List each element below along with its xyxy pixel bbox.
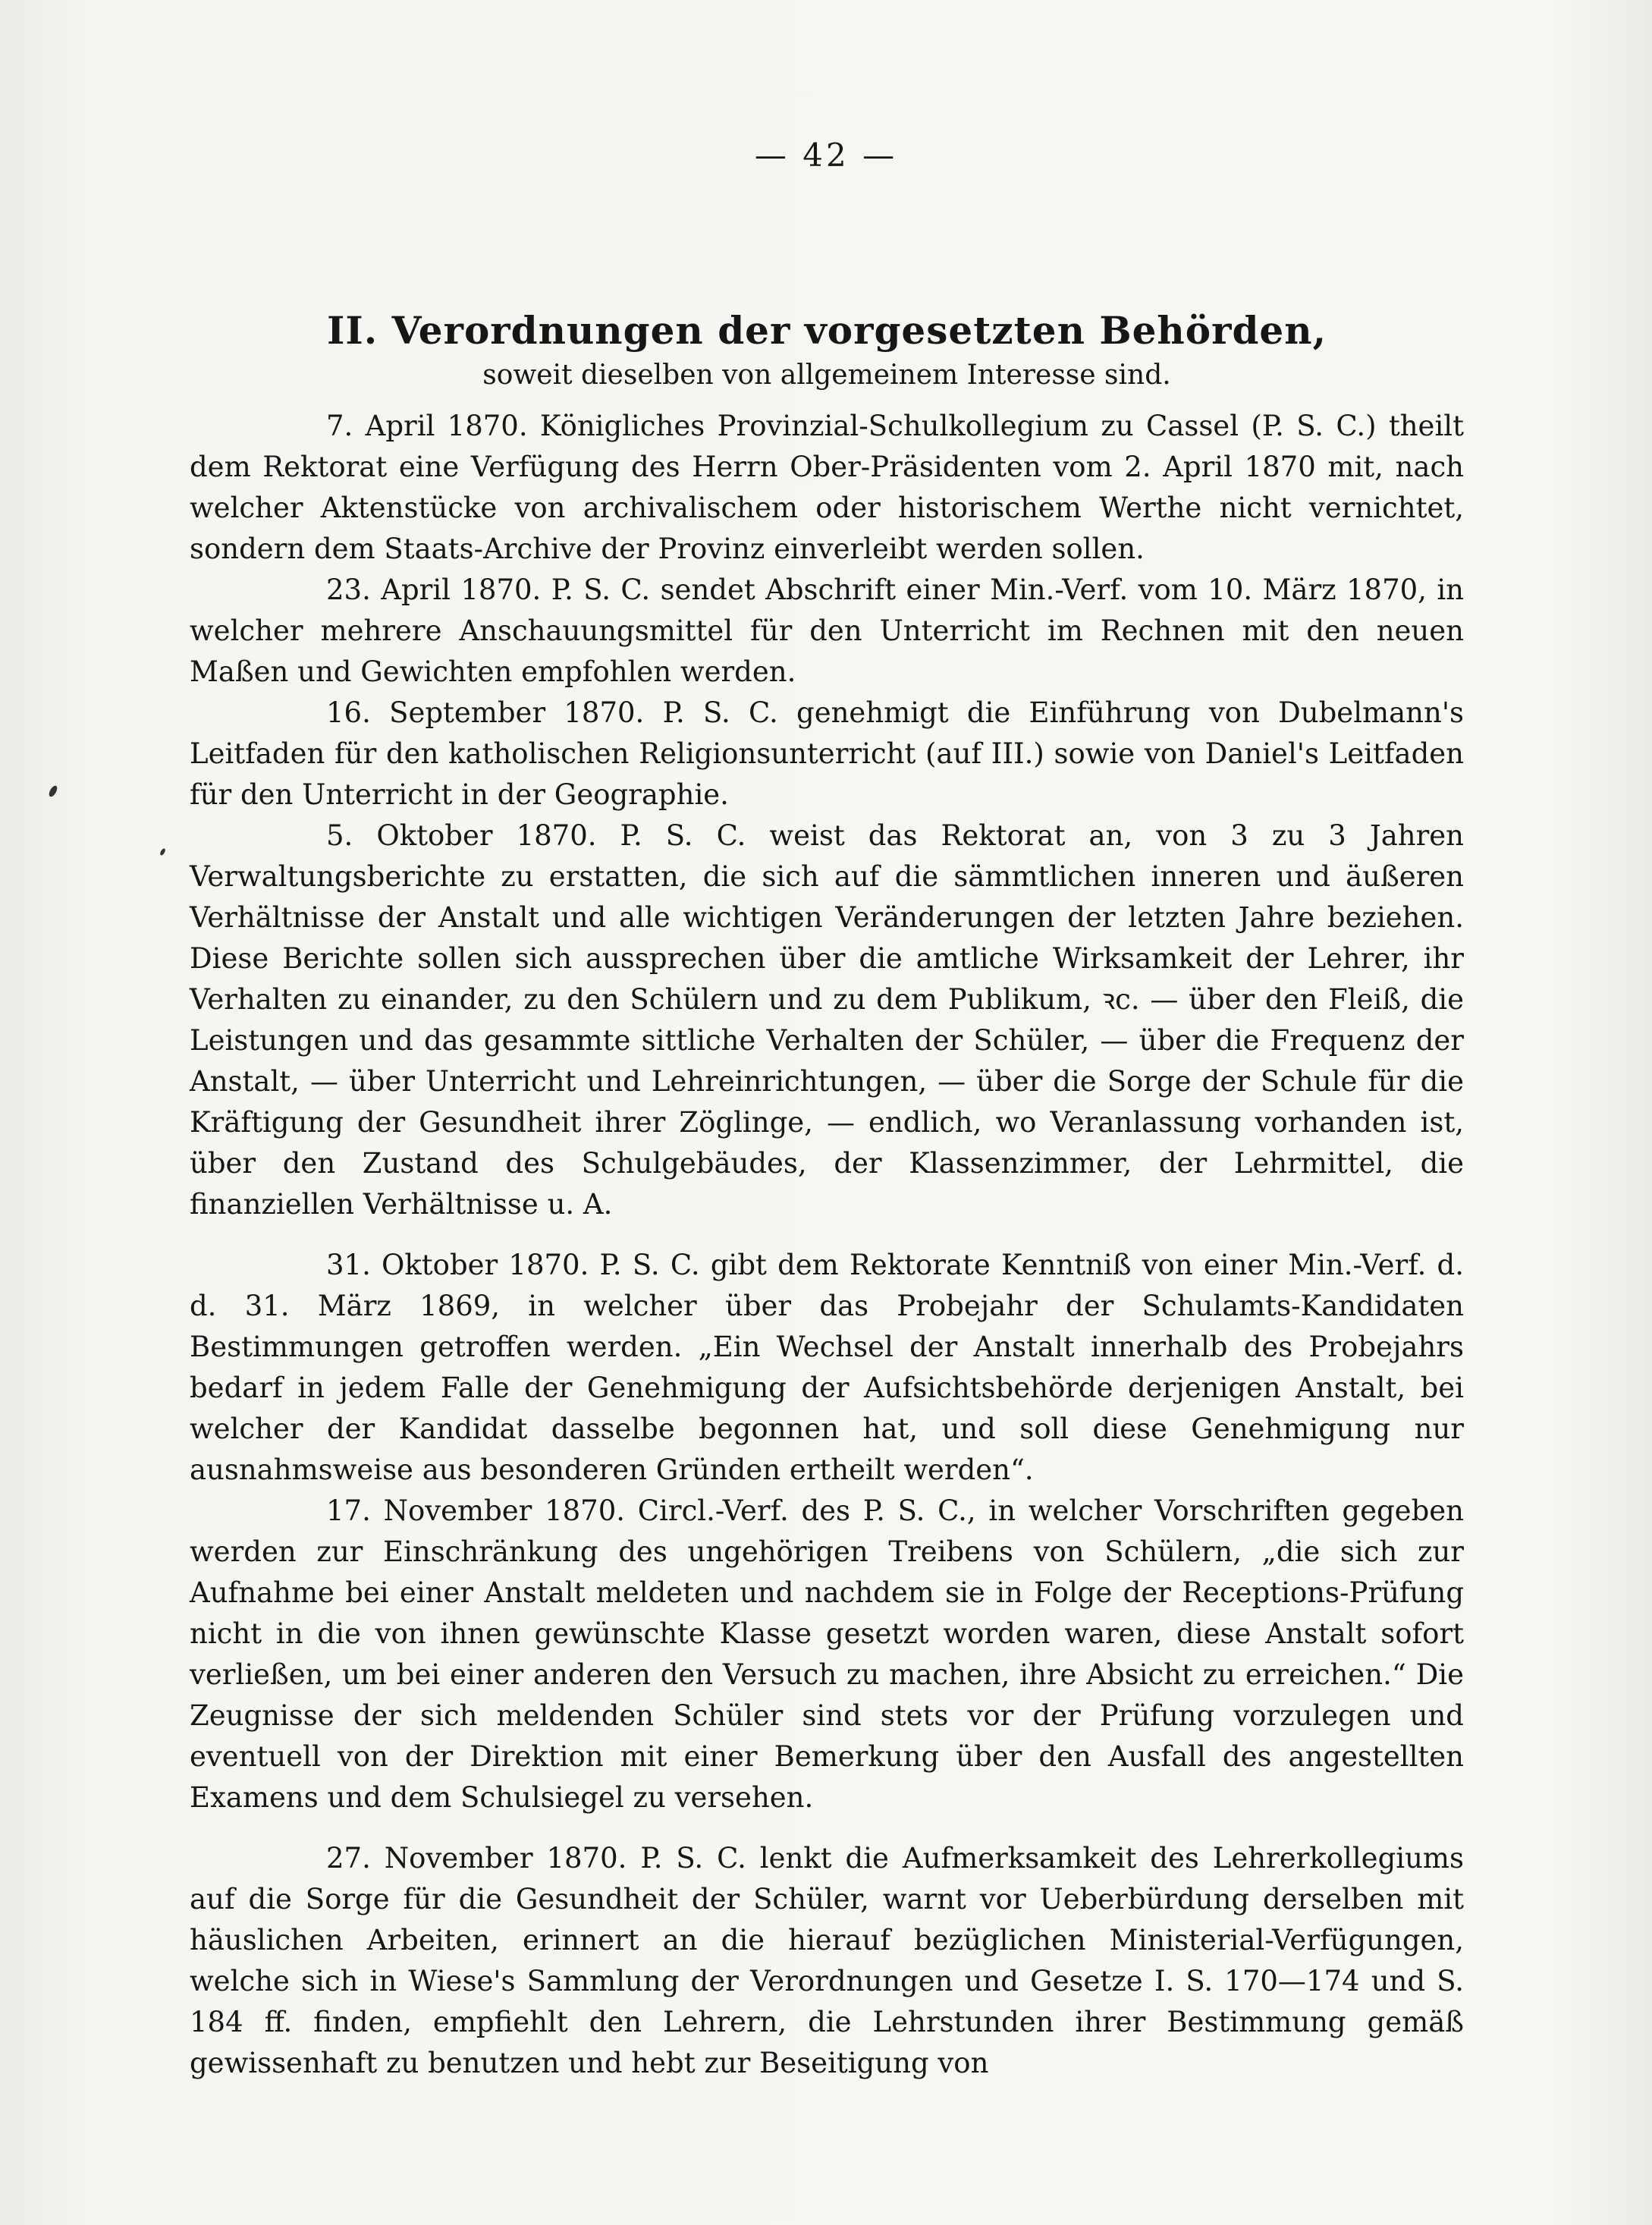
ink-speck [159,847,166,856]
section-heading: II. Verordnungen der vorgesetzten Behörden, [327,308,1327,353]
entry-1870-04-23: 23. April 1870. P. S. C. sendet Abschrift einer Min.-Verf. vom 10. März 1870, in welcher mehrere Anschauungsmittel für den Unterricht im Rechnen mit den neuen Maßen und Gewichten empfohlen werden. [190,574,1464,688]
entry-1870-09-16: 16. September 1870. P. S. C. genehmigt die Einführung von Dubelmann's Leitfaden für den katholischen Religionsunterricht (auf III.) sowie von Daniel's Leitfaden für den Unterricht in der Geographie. [190,696,1464,811]
page-body [190,307,1464,2084]
entry-1870-04-07: 7. April 1870. Königliches Provinzial-Schulkollegium zu Cassel (P. S. C.) theilt dem Rektorat eine Verfügung des Herrn Ober-Präsidenten vom 2. April 1870 mit, nach welcher Aktenstücke von archivalischem oder historischem Werthe nicht vernichtet, sondern dem Staats-Archive der Provinz einverleibt werden sollen. [190,410,1464,565]
page-number: — 42 — [754,137,898,174]
entry-1870-11-17: 17. November 1870. Circl.-Verf. des P. S. C., in welcher Vorschriften gegeben werden zur Einschränkung des ungehörigen Treibens von Schülern, „die sich zur Aufnahme bei einer Anstalt meldeten und nachdem sie in Folge der Receptions-Prüfung nicht in die von ihnen gewünschte Klasse gesetzt worden waren, diese Anstalt sofort verließen, um bei einer anderen den Versuch zu machen, ihre Absicht zu erreichen.“ Die Zeugnisse der sich meldenden Schüler sind stets vor der Prüfung vorzulegen und eventuell von der Direktion mit einer Bemerkung über den Ausfall des angestellten Examens und dem Schulsiegel zu versehen. [190,1494,1464,1814]
entry-1870-10-05: 5. Oktober 1870. P. S. C. weist das Rektorat an, von 3 zu 3 Jahren Verwaltungsberichte zu erstatten, die sich auf die sämmtlichen inneren und äußeren Verhältnisse der Anstalt und alle wichtigen Veränderungen der letzten Jahre beziehen. Diese Berichte sollen sich aussprechen über die amtliche Wirksamkeit der Lehrer, ihr Verhalten zu einander, zu den Schülern und zu dem Publikum, ꝛc. — über den Fleiß, die Leistungen und das gesammte sittliche Verhalten der Schüler, — über die Frequenz der Anstalt, — über Unterricht und Lehreinrichtungen, — über die Sorge der Schule für die Kräftigung der Gesundheit ihrer Zöglinge, — endlich, wo Veranlassung vorhanden ist, über den Zustand des Schulgebäudes, der Klassenzimmer, der Lehrmittel, die finanziellen Verhältnisse u. A. [190,819,1464,1221]
ink-speck [48,784,59,798]
section-subheading: soweit dieselben von allgemeinem Interesse sind. [482,360,1171,391]
entry-1870-11-27: 27. November 1870. P. S. C. lenkt die Aufmerksamkeit des Lehrerkollegiums auf die Sorge für die Gesundheit der Schüler, warnt vor Ueberbürdung derselben mit häuslichen Arbeiten, erinnert an die hierauf bezüglichen Ministerial-Verfügungen, welche sich in Wiese's Sammlung der Verordnungen und Gesetze I. S. 170—174 und S. 184 ff. finden, empfiehlt den Lehrern, die Lehrstunden ihrer Bestimmung gemäß gewissenhaft zu benutzen und hebt zur Beseitigung von [190,1842,1464,2079]
entry-1870-10-31: 31. Oktober 1870. P. S. C. gibt dem Rektorate Kenntniß von einer Min.-Verf. d. d. 31. März 1869, in welcher über das Probejahr der Schulamts-Kandidaten Bestimmungen getroffen werden. „Ein Wechsel der Anstalt innerhalb des Probejahrs bedarf in jedem Falle der Genehmigung der Aufsichtsbehörde derjenigen Anstalt, bei welcher der Kandidat dasselbe begonnen hat, und soll diese Genehmigung nur ausnahmsweise aus besonderen Gründen ertheilt werden“. [190,1249,1464,1486]
